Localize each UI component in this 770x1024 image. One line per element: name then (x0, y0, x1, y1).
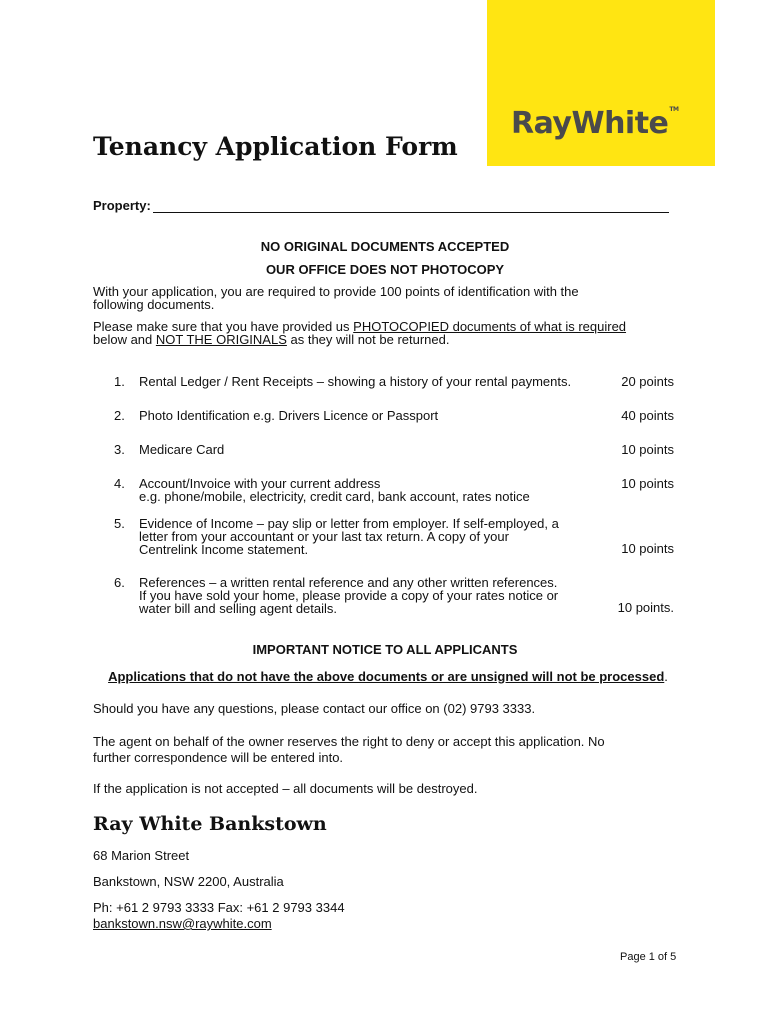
logo-banner (487, 0, 715, 166)
points-value: 10 points. (617, 600, 674, 615)
property-field (93, 198, 669, 213)
heading-no-photocopy: OUR OFFICE DOES NOT PHOTOCOPY (265, 262, 505, 277)
points-value: 40 points (621, 408, 674, 423)
important-notice-heading: IMPORTANT NOTICE TO ALL APPLICANTS (252, 642, 518, 657)
questions-paragraph: Should you have any questions, please contact our office on (02) 9793 3333. (93, 701, 536, 716)
page-number: Page 1 of 5 (620, 951, 677, 963)
heading-no-originals: NO ORIGINAL DOCUMENTS ACCEPTED (260, 239, 510, 254)
office-city: Bankstown, NSW 2200, Australia (93, 874, 284, 889)
intro-paragraph: With your application, you are required to provide 100 points of identification with the following documents. (93, 284, 579, 312)
property-blank-line (153, 200, 669, 213)
notice-statement: Applications that do not have the above documents or are unsigned will not be processed. (108, 669, 668, 684)
raywhite-logo: RayWhite™ (511, 106, 679, 141)
destroyed-paragraph: If the application is not accepted – all documents will be destroyed. (93, 781, 478, 796)
photocopy-paragraph: Please make sure that you have provided us PHOTOCOPIED documents of what is required below and NOT THE ORIGINALS as they will not be returned. (93, 319, 627, 347)
page-title: Tenancy Application Form (93, 132, 458, 161)
office-name: Ray White Bankstown (93, 813, 327, 835)
office-street: 68 Marion Street (93, 848, 190, 863)
points-value: 10 points (621, 476, 674, 491)
points-value: 20 points (621, 374, 674, 389)
office-email-link[interactable]: bankstown.nsw@raywhite.com (93, 916, 272, 931)
agent-paragraph: The agent on behalf of the owner reserves the right to deny or accept this application. No further correspondence will be entered into. (93, 734, 605, 765)
property-label: Property: (93, 198, 151, 213)
points-value: 10 points (621, 541, 674, 556)
office-phone: Ph: +61 2 9793 3333 Fax: +61 2 9793 3344 (93, 900, 345, 915)
points-value: 10 points (621, 442, 674, 457)
